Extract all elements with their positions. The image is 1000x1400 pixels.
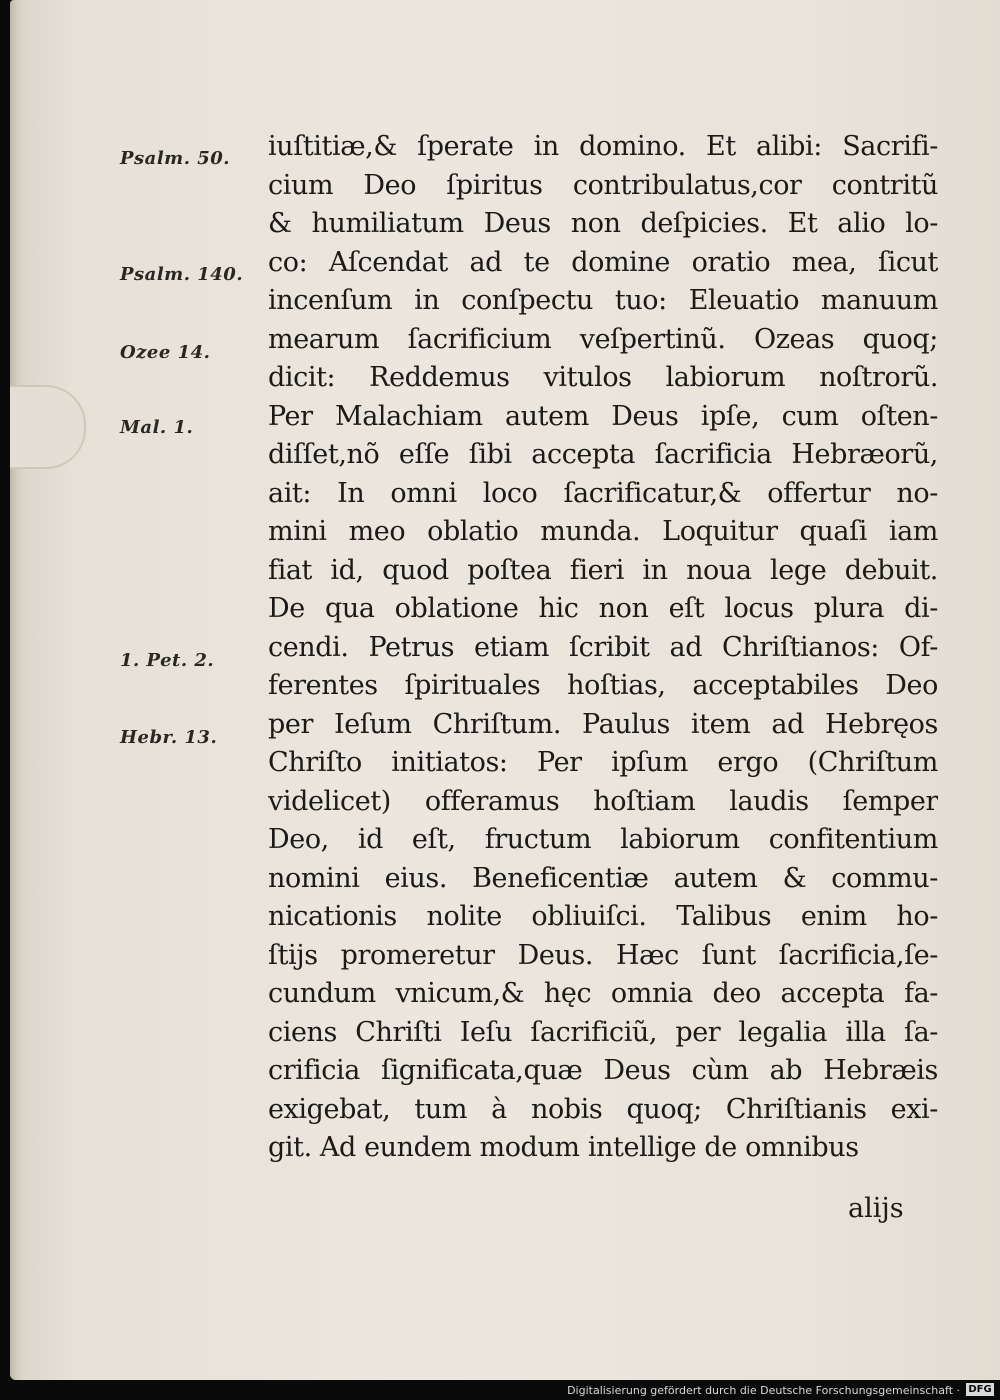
text-line: iuſtitiæ,& ſperate in domino. Et alibi: Sacrifi- — [268, 131, 938, 162]
text-line: mini meo oblatio munda. Loquitur quaſi iam — [268, 516, 938, 547]
text-line: dicit: Reddemus vitulos labiorum noſtrorũ. — [268, 362, 938, 393]
text-line: crificia ſignificata,quæ Deus cùm ab Hebræis — [268, 1055, 938, 1086]
text-line: nomini eius. Beneficentiæ autem & commu- — [268, 862, 938, 894]
text-line: Deo, id eſt, fructum labiorum confitentium — [268, 824, 938, 855]
text-line: incenſum in conſpectu tuo: Eleuatio manuum — [268, 285, 938, 316]
text-line: fiat id, quod poſtea fieri in noua lege debuit. — [268, 554, 938, 586]
footer-credit: Digitalisierung gefördert durch die Deutsche Forschungsgemeinschaft · — [567, 1384, 960, 1397]
text-line: exigebat, tum à nobis quoq; Chriſtianis exi- — [268, 1093, 938, 1125]
text-line: ferentes ſpirituales hoſtias, acceptabiles Deo — [268, 670, 938, 701]
text-line: ſtijs promeretur Deus. Hæc ſunt ſacrificia,ſe- — [268, 939, 938, 971]
text-line: Chriſto initiatos: Per ipſum ergo (Chriſtum — [268, 747, 938, 778]
text-line: ait: In omni loco ſacrificatur,& offertur no- — [268, 477, 938, 509]
text-line: cium Deo ſpiritus contribulatus,cor contritũ — [268, 169, 938, 201]
margin-note: Mal. 1. — [120, 417, 194, 438]
text-line: videlicet) offeramus hoſtiam laudis ſemper — [268, 785, 938, 817]
text-line: De qua oblatione hic non eſt locus plura di- — [268, 593, 938, 624]
margin-note: Ozee 14. — [120, 342, 211, 363]
page-tab-marker — [10, 385, 86, 469]
margin-note: Psalm. 50. — [120, 148, 231, 169]
text-line: & humiliatum Deus non deſpicies. Et alio lo- — [268, 208, 938, 239]
margin-note: Psalm. 140. — [120, 264, 244, 285]
text-line: per Ieſum Chriſtum. Paulus item ad Hebręos — [268, 708, 938, 740]
page-edge-shadow — [10, 0, 24, 1380]
margin-note: 1. Pet. 2. — [120, 650, 215, 671]
text-line: nicationis nolite obliuiſci. Talibus enim ho- — [268, 901, 938, 932]
text-line: ciens Chriſti Ieſu ſacrificiũ, per legalia illa ſa- — [268, 1016, 938, 1048]
dfg-logo: DFG — [966, 1383, 994, 1396]
catchword: alijs — [848, 1193, 904, 1224]
text-line: cendi. Petrus etiam ſcribit ad Chriſtianos: Of- — [268, 631, 938, 663]
text-line: diſſet,nõ eſſe ſibi accepta ſacrificia Hebræorũ, — [268, 439, 938, 470]
margin-note: Hebr. 13. — [120, 727, 218, 748]
text-line: mearum ſacrificium veſpertinũ. Ozeas quoq; — [268, 323, 938, 355]
text-line: cundum vnicum,& hęc omnia deo accepta fa- — [268, 978, 938, 1009]
text-line: Per Malachiam autem Deus ipſe, cum oſten- — [268, 400, 938, 432]
book-page — [10, 0, 1000, 1380]
text-line: co: Aſcendat ad te domine oratio mea, ſicut — [268, 246, 938, 278]
main-text-block — [268, 128, 938, 1168]
text-line: git. Ad eundem modum intellige de omnibus — [268, 1132, 859, 1163]
